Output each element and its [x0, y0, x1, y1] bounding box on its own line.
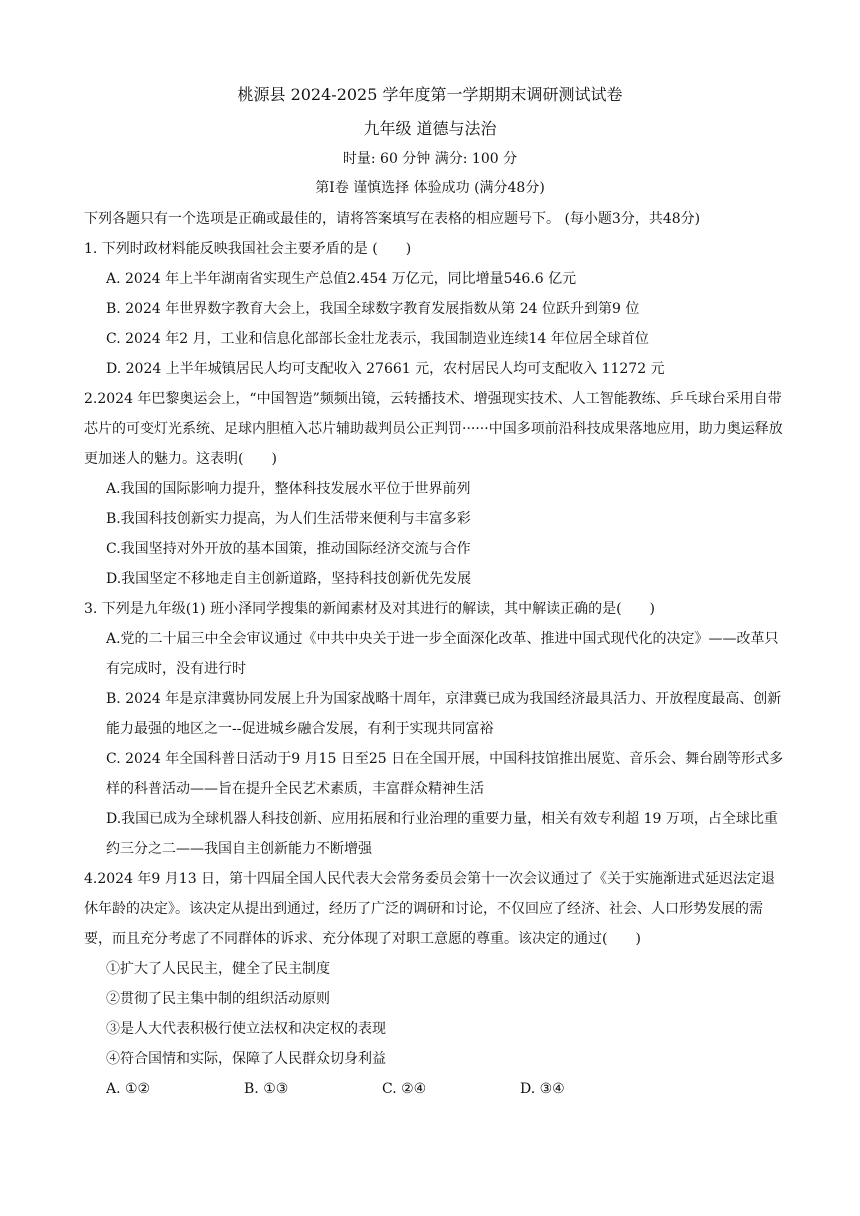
- question-1-option-a: A. 2024 年上半年湖南省实现生产总值2.454 万亿元，同比增量546.6 亿元: [106, 271, 577, 287]
- question-4-option-d: D. ③④: [520, 1081, 565, 1097]
- question-4-option-b: B. ①③: [244, 1081, 289, 1097]
- question-3-stem: 3. 下列是九年级(1) 班小泽同学搜集的新闻素材及对其进行的解读，其中解读正确的是( ): [84, 601, 656, 617]
- question-4-option-a: A. ①②: [106, 1081, 151, 1097]
- question-3-option-b: B. 2024 年是京津冀协同发展上升为国家战略十周年，京津冀已成为我国经济最具活力、开放程度最高、创新能力最强的地区之一--促进城乡融合发展，有利于实现共同富裕: [106, 691, 782, 737]
- grade-subject: 九年级 道德与法治: [363, 119, 497, 138]
- section-heading: 第Ⅰ卷 谨慎选择 体验成功 (满分48分): [315, 180, 545, 196]
- instruction: 下列各题只有一个选项是正确或最佳的，请将答案填写在表格的相应题号下。 (每小题3分，共48分): [84, 211, 701, 227]
- question-3-option-a: A.党的二十届三中全会审议通过《中共中央关于进一步全面深化改革、推进中国式现代化的决定》——改革只有完成时，没有进行时: [106, 631, 779, 677]
- question-1-stem: 1. 下列时政材料能反映我国社会主要矛盾的是 ( ): [84, 241, 412, 257]
- question-4-statement-4: ④符合国情和实际，保障了人民群众切身利益: [106, 1051, 386, 1067]
- question-4-statement-2: ②贯彻了民主集中制的组织活动原则: [106, 991, 330, 1007]
- question-3-option-c: C. 2024 年全国科普日活动于9 月15 日至25 日在全国开展，中国科技馆推出展览、音乐会、舞台剧等形式多样的科普活动——旨在提升全民艺术素质，丰富群众精神生活: [106, 751, 784, 797]
- question-body: [84, 204, 784, 1104]
- question-1-option-b: B. 2024 年世界数字教育大会上，我国全球数字教育发展指数从第 24 位跃升到第9 位: [106, 301, 640, 317]
- question-4-statement-3: ③是人大代表积极行使立法权和决定权的表现: [106, 1021, 386, 1037]
- question-2-option-b: B.我国科技创新实力提高，为人们生活带来便利与丰富多彩: [106, 511, 471, 527]
- question-4-option-c: C. ②④: [382, 1081, 427, 1097]
- question-2-option-a: A.我国的国际影响力提升，整体科技发展水平位于世界前列: [106, 481, 471, 497]
- question-4-stem: 4.2024 年9 月13 日，第十四届全国人民代表大会常务委员会第十一次会议通过了《关于实施渐进式延迟法定退休年龄的决定》。该决定从提出到通过，经历了广泛的调研和讨论，不仅回应了经济、社会、人口形势发展的需要，而且充分考虑了不同群体的诉求、充分体现了对职工意愿的尊重。该决定的通过( ): [84, 871, 776, 947]
- question-2-option-d: D.我国坚定不移地走自主创新道路，坚持科技创新优先发展: [106, 571, 472, 587]
- question-1-option-c: C. 2024 年2 月，工业和信息化部部长金壮龙表示，我国制造业连续14 年位居全球首位: [106, 331, 649, 347]
- question-2-stem: 2.2024 年巴黎奥运会上，“中国智造”频频出镜，云转播技术、增强现实技术、人工智能教练、乒乓球台采用自带芯片的可变灯光系统、足球内胆植入芯片辅助裁判员公正判罚······中国多项前沿科技成果落地应用，助力奥运释放更加迷人的魅力。这表明( ): [84, 391, 783, 467]
- time-score: 时量: 60 分钟 满分: 100 分: [342, 151, 518, 167]
- question-4-statement-1: ①扩大了人民民主，健全了民主制度: [106, 961, 330, 977]
- question-4-options: [84, 1074, 784, 1104]
- question-1-option-d: D. 2024 上半年城镇居民人均可支配收入 27661 元，农村居民人均可支配收入 11272 元: [106, 361, 665, 377]
- question-3-option-d: D.我国已成为全球机器人科技创新、应用拓展和行业治理的重要力量，相关有效专利超 19 万项，占全球比重约三分之二——我国自主创新能力不断增强: [106, 811, 778, 857]
- exam-title: 桃源县 2024-2025 学年度第一学期期末调研测试试卷: [237, 85, 623, 104]
- question-2-option-c: C.我国坚持对外开放的基本国策，推动国际经济交流与合作: [106, 541, 471, 557]
